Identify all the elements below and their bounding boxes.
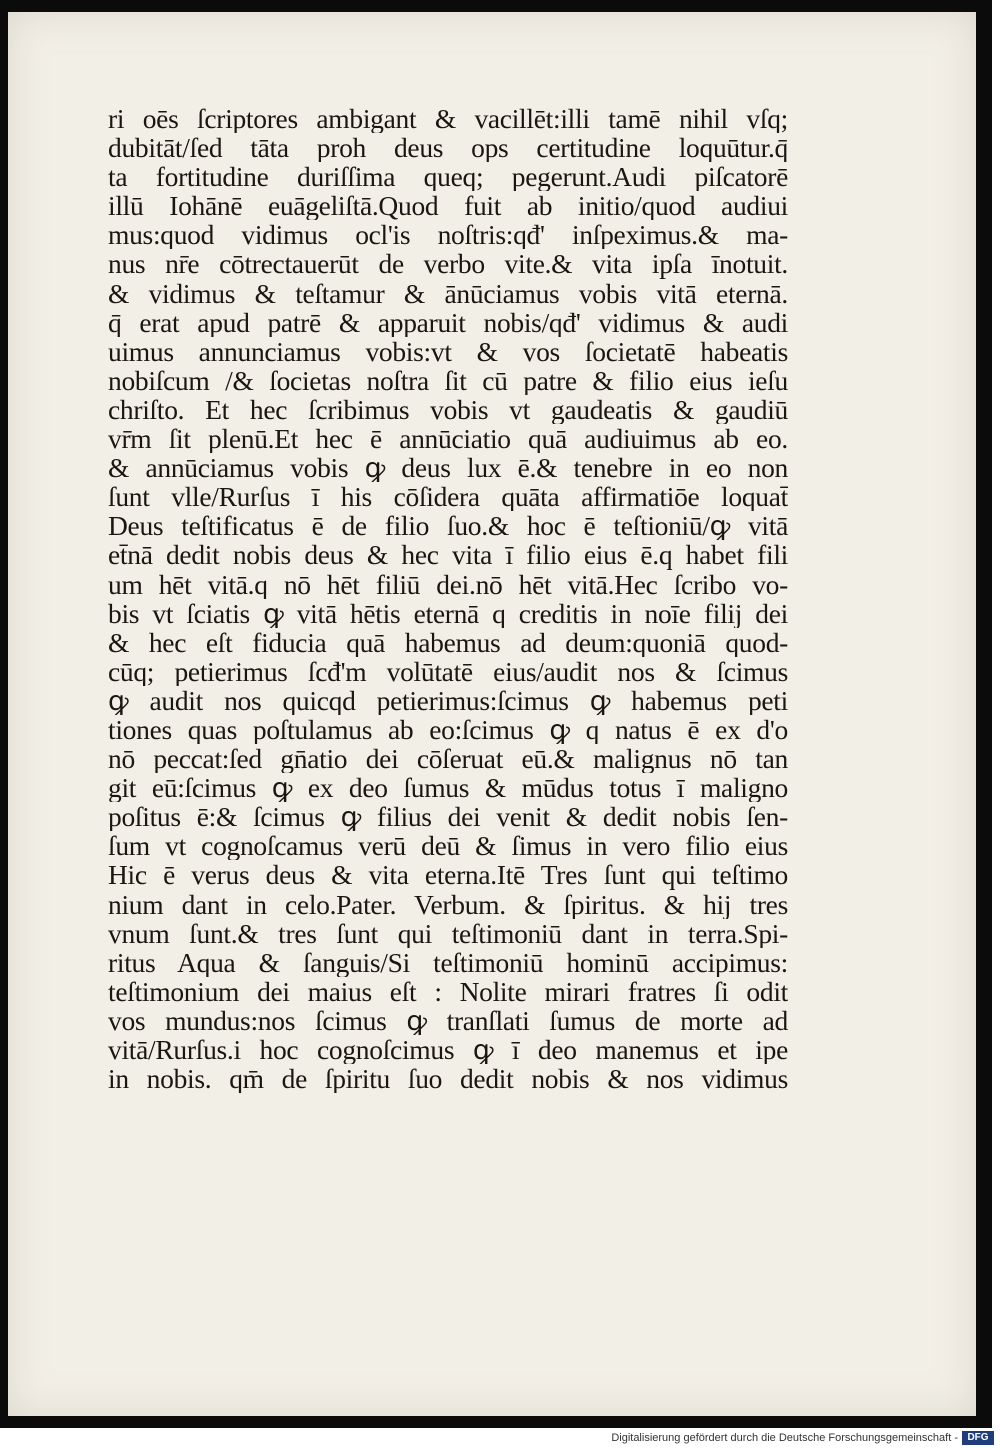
text-line: nobiſcum /& ſocietas noſtra ſit cū patre & filio eius ieſu [108,365,788,395]
text-line: bis vt ſciatis ꝙ vitā hētis eternā q creditis in noīe filij dei [108,598,788,628]
page-text [108,104,788,1093]
text-line: vitā/Rurſus.i hoc cognoſcimus ꝙ ī deo manemus et ipe [108,1035,788,1065]
text-line: nus nr̄e cōtrectauerūt de verbo vite.& vita ipſa īnotuit. [108,249,788,279]
text-line: vos mundus:nos ſcimus ꝙ tranſlati ſumus de morte ad [108,1005,788,1035]
text-line: mus:quod vidimus ocl'is noſtris:qđ' inſpeximus.& ma- [108,220,788,250]
text-line: teſtimonium dei maius eſt : Nolite mirari fratres ſi odit [108,976,788,1006]
text-line: uimus annunciamus vobis:vt & vos ſocietatē habeatis [108,336,788,366]
book-page [8,12,976,1416]
text-line: ta fortitudine duriſſima queq; pegerunt.Audi piſcatorē [108,162,788,192]
text-line: ritus Aqua & ſanguis/Si teſtimoniū hominū accipimus: [108,947,788,977]
text-line: dubitāt/ſed tāta proh deus ops certitudine loquūtur.q̄ [108,133,788,163]
footer-credit: Digitalisierung gefördert durch die Deutsche Forschungsgemeinschaft - [611,1432,958,1444]
text-line: ri oēs ſcriptores ambigant & vacillēt:illi tamē nihil vſq; [108,104,788,134]
text-line: poſitus ē:& ſcimus ꝙ filius dei venit & dedit nobis ſen- [108,802,788,832]
text-line: chriſto. Et hec ſcribimus vobis vt gaudeatis & gaudiū [108,394,788,425]
text-line: & annūciamus vobis ꝙ deus lux ē.& tenebre in eo non [108,453,788,483]
text-line: nō peccat:ſed gn̄atio dei cōſeruat eū.& malignus nō tan [108,744,788,774]
text-line: in nobis. qm̄ de ſpiritu ſuo dedit nobis & nos vidimus [108,1064,788,1094]
text-line: & hec eſt fiducia quā habemus ad deum:quoniā quod- [108,627,788,657]
text-line: ꝙ audit nos quicqd petierimus:ſcimus ꝙ habemus peti [108,685,788,715]
text-line: ſum vt cognoſcamus verū deū & ſimus in vero filio eius [108,831,788,861]
text-line: vr̄m ſit plenū.Et hec ē annūciatio quā audiuimus ab eo. [108,424,788,454]
text-line: nium dant in celo.Pater. Verbum. & ſpiritus. & hij tres [108,889,788,919]
text-line: Hic ē verus deus & vita eterna.Itē Tres ſunt qui teſtimo [108,860,788,890]
footer-bar [0,1428,1000,1450]
text-line: ſunt vlle/Rurſus ī his cōſidera quāta affirmatiōe loquat̄ [108,482,788,512]
text-line: & vidimus & teſtamur & ānūciamus vobis vitā eternā. [108,278,788,308]
text-line: tiones quas poſtulamus ab eo:ſcimus ꝙ q natus ē ex d'o [108,714,788,745]
dfg-logo-icon: DFG [962,1431,994,1445]
text-line: um hēt vitā.q nō hēt filiū dei.nō hēt vitā.Hec ſcribo vo- [108,569,788,599]
text-line: q̄ erat apud patrē & apparuit nobis/qđ' vidimus & audi [108,307,788,337]
text-line: cūq; petierimus ſcđ'm volūtatē eius/audit nos & ſcimus [108,656,788,686]
text-line: et̄nā dedit nobis deus & hec vita ī filio eius ē.q habet fili [108,540,788,570]
text-line: illū Iohānē euāgeliſtā.Quod fuit ab initio/quod audiui [108,191,788,221]
text-line: git eū:ſcimus ꝙ ex deo ſumus & mūdus totus ī maligno [108,773,788,803]
text-line: vnum ſunt.& tres ſunt qui teſtimoniū dant in terra.Spi- [108,918,788,948]
text-line: Deus teſtificatus ē de filio ſuo.& hoc ē teſtioniū/ꝙ vitā [108,511,788,541]
